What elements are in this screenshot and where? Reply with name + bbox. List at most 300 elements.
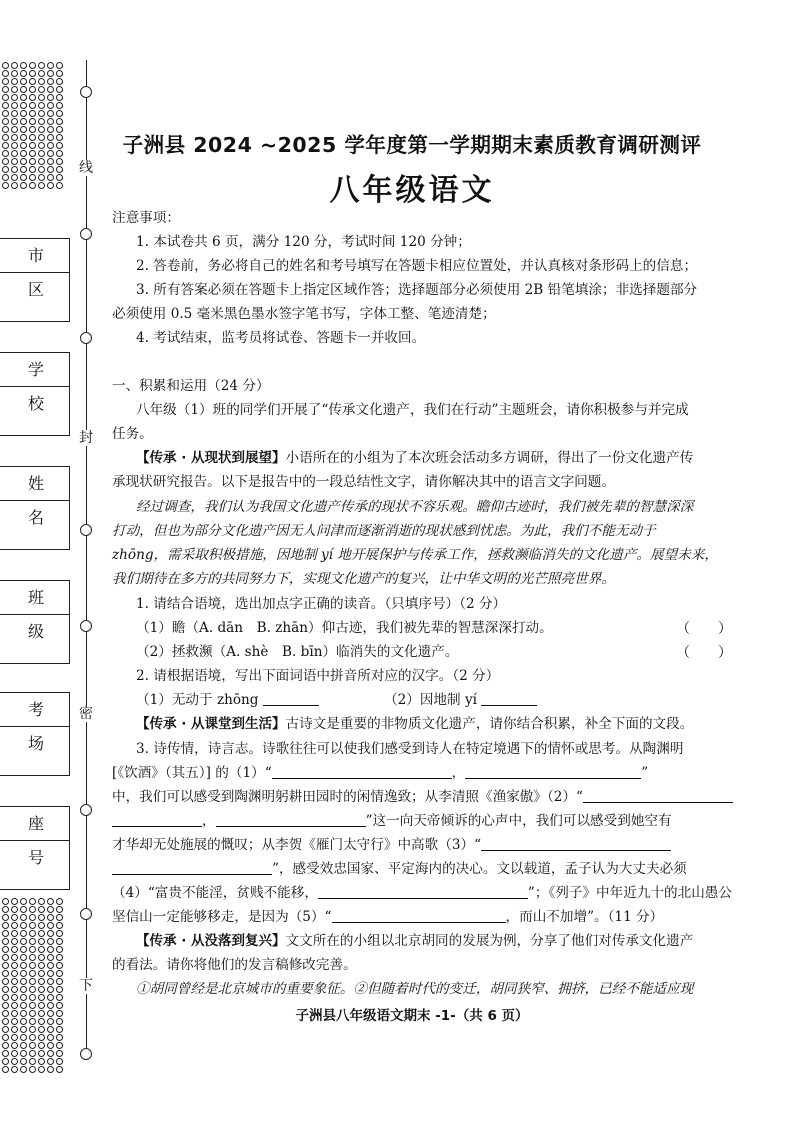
binding-dot-icon xyxy=(56,118,63,125)
binding-dot-icon xyxy=(47,70,54,77)
binding-dot-icon xyxy=(56,1026,63,1033)
binding-dot-icon xyxy=(11,1010,18,1017)
binding-dot-icon xyxy=(29,1010,36,1017)
field-label-class: 班级 xyxy=(0,581,70,615)
binding-dot-icon xyxy=(20,970,27,977)
answer-blank-3-2b[interactable] xyxy=(112,812,202,827)
binding-dot-icon xyxy=(47,142,54,149)
exam-title: 子洲县 2024 ~2025 学年度第一学期期末素质教育调研测评 xyxy=(122,133,702,157)
binding-dot-icon xyxy=(11,898,18,905)
binding-dot-icon xyxy=(29,182,36,189)
binding-dot-icon xyxy=(29,62,36,69)
binding-dot-icon xyxy=(20,1066,27,1073)
binding-dot-icon xyxy=(47,166,54,173)
binding-dot-icon xyxy=(47,970,54,977)
binding-dot-icon xyxy=(20,174,27,181)
notice-heading: 注意事项： xyxy=(112,210,180,226)
answer-blank-3-4[interactable] xyxy=(318,884,528,899)
binding-dot-icon xyxy=(56,78,63,85)
binding-hole-icon xyxy=(80,332,92,344)
binding-dot-icon xyxy=(56,102,63,109)
binding-char-mi: 密 xyxy=(79,706,93,722)
binding-dot-icon xyxy=(47,102,54,109)
binding-dot-icon xyxy=(38,1058,45,1065)
binding-dot-icon xyxy=(47,994,54,1001)
binding-dot-icon xyxy=(2,906,9,913)
binding-dot-icon xyxy=(20,86,27,93)
binding-dot-icon xyxy=(20,62,27,69)
binding-dot-icon xyxy=(38,962,45,969)
binding-dot-icon xyxy=(2,1026,9,1033)
answer-blank-3-5[interactable] xyxy=(332,908,506,923)
binding-dot-icon xyxy=(38,174,45,181)
binding-dot-icon xyxy=(20,1018,27,1025)
binding-hole-icon xyxy=(80,908,92,920)
binding-dot-icon xyxy=(29,994,36,1001)
binding-dot-icon xyxy=(47,158,54,165)
binding-dot-icon xyxy=(11,62,18,69)
binding-hole-icon xyxy=(80,228,92,240)
binding-dot-icon xyxy=(47,1034,54,1041)
passage-line-3: zhōng，需采取积极措施，因地制 yí 地开展保护与传承工作，拯救濒临消失的文化遗产。展望未来， xyxy=(112,547,718,563)
question-2-b xyxy=(384,690,537,710)
binding-dot-icon xyxy=(29,102,36,109)
binding-dot-icon xyxy=(56,938,63,945)
answer-blank-2a[interactable] xyxy=(263,691,319,706)
binding-dot-icon xyxy=(20,930,27,937)
binding-dot-icon xyxy=(20,142,27,149)
binding-dot-icon xyxy=(38,150,45,157)
field-box-school[interactable] xyxy=(0,352,70,436)
field-label-district: 市区 xyxy=(0,239,70,273)
binding-dot-icon xyxy=(20,94,27,101)
binding-dot-icon xyxy=(38,1050,45,1057)
binding-dot-icon xyxy=(56,166,63,173)
field-label-room: 考场 xyxy=(0,693,70,727)
binding-dot-icon xyxy=(38,134,45,141)
binding-dot-icon xyxy=(56,906,63,913)
binding-dot-icon xyxy=(38,182,45,189)
binding-dot-icon xyxy=(20,118,27,125)
binding-dot-icon xyxy=(47,922,54,929)
exam-subject: 八年级语文 xyxy=(329,173,495,208)
binding-dot-icon xyxy=(11,1034,18,1041)
answer-blank-3-3a[interactable] xyxy=(481,836,671,851)
binding-dot-icon xyxy=(47,1050,54,1057)
answer-blank-3-1b[interactable] xyxy=(465,764,641,779)
binding-dot-icon xyxy=(38,930,45,937)
field-box-class[interactable] xyxy=(0,580,70,664)
binding-dot-icon xyxy=(56,62,63,69)
binding-dot-icon xyxy=(2,1010,9,1017)
notice-item-4: 4. 考试结束，监考员将试卷、答题卡一并收回。 xyxy=(136,330,426,346)
binding-dot-icon xyxy=(11,1026,18,1033)
notice-item-1: 1. 本试卷共 6 页，满分 120 分，考试时间 120 分钟； xyxy=(136,234,471,250)
binding-dot-icon xyxy=(11,174,18,181)
binding-dot-icon xyxy=(11,126,18,133)
binding-dot-icon xyxy=(2,182,9,189)
binding-dot-icon xyxy=(20,1050,27,1057)
question-1-b: （2）拯救濒（A. shè B. bīn）临消失的文化遗产。 xyxy=(136,644,459,660)
task1-tag: 【传承 · 从现状到展望】 xyxy=(136,450,286,466)
binding-dot-icon xyxy=(29,938,36,945)
binding-dot-icon xyxy=(20,1034,27,1041)
notice-item-3-cont: 必须使用 0.5 毫米黑色墨水签字笔书写，字体工整、笔迹清楚； xyxy=(112,306,496,322)
q3-text: 坚信山一定能够移走，是因为（5）“ xyxy=(112,909,332,925)
binding-dot-icon xyxy=(56,174,63,181)
binding-dot-icon xyxy=(11,182,18,189)
binding-dots-bottom xyxy=(2,898,66,1073)
binding-dot-icon xyxy=(38,118,45,125)
binding-dot-icon xyxy=(47,94,54,101)
binding-dot-icon xyxy=(56,914,63,921)
binding-dot-icon xyxy=(20,102,27,109)
question-3-line-8 xyxy=(112,907,663,927)
binding-dot-icon xyxy=(2,70,9,77)
binding-dot-icon xyxy=(29,134,36,141)
question-2: 2. 请根据语境，写出下面词语中拼音所对应的汉字。（2 分） xyxy=(136,668,500,684)
binding-dot-icon xyxy=(38,906,45,913)
binding-dot-icon xyxy=(2,1058,9,1065)
passage-line-1: 经过调查，我们认为我国文化遗产传承的现状不容乐观。瞻仰古迹时，我们被先辈的智慧深深 xyxy=(136,499,694,515)
binding-dot-icon xyxy=(11,118,18,125)
binding-dot-icon xyxy=(11,110,18,117)
binding-dot-icon xyxy=(29,1050,36,1057)
binding-dot-icon xyxy=(20,906,27,913)
binding-dot-icon xyxy=(20,994,27,1001)
binding-dot-icon xyxy=(47,1026,54,1033)
binding-dot-icon xyxy=(2,94,9,101)
field-box-room[interactable] xyxy=(0,692,70,776)
binding-dot-icon xyxy=(56,158,63,165)
binding-dot-icon xyxy=(56,962,63,969)
binding-dot-icon xyxy=(11,102,18,109)
binding-dot-icon xyxy=(47,906,54,913)
binding-dot-icon xyxy=(56,1050,63,1057)
binding-hole-icon xyxy=(80,1048,92,1060)
binding-dot-icon xyxy=(2,158,9,165)
binding-dot-icon xyxy=(47,174,54,181)
binding-dot-icon xyxy=(38,70,45,77)
binding-dot-icon xyxy=(29,126,36,133)
binding-dot-icon xyxy=(20,182,27,189)
binding-dot-icon xyxy=(29,94,36,101)
binding-dot-icon xyxy=(2,118,9,125)
binding-dot-icon xyxy=(20,166,27,173)
binding-dot-icon xyxy=(20,914,27,921)
question-1-a: （1）瞻（A. dān B. zhān）仰古迹，我们被先辈的智慧深深打动。 xyxy=(136,620,553,636)
binding-dot-icon xyxy=(2,1002,9,1009)
binding-dot-icon xyxy=(38,102,45,109)
binding-dot-icon xyxy=(11,1018,18,1025)
binding-dot-icon xyxy=(29,70,36,77)
binding-dot-icon xyxy=(29,110,36,117)
task3-line-3: ①胡同曾经是北京城市的重要象征。②但随着时代的变迁，胡同狭窄、拥挤，已经不能适应现 xyxy=(136,981,694,997)
binding-dot-icon xyxy=(29,970,36,977)
binding-dot-icon xyxy=(38,126,45,133)
binding-dot-icon xyxy=(56,978,63,985)
binding-dot-icon xyxy=(2,922,9,929)
binding-dot-icon xyxy=(47,86,54,93)
binding-dot-icon xyxy=(2,898,9,905)
q3-quote: ” xyxy=(641,765,649,781)
binding-dot-icon xyxy=(38,970,45,977)
binding-dot-icon xyxy=(2,110,9,117)
binding-dot-icon xyxy=(56,1002,63,1009)
answer-blank-2b[interactable] xyxy=(481,691,537,706)
task2-text: 古诗文是重要的非物质文化遗产，请你结合积累，补全下面的文段。 xyxy=(285,716,694,732)
binding-dot-icon xyxy=(2,1066,9,1073)
binding-dot-icon xyxy=(29,1018,36,1025)
binding-dot-icon xyxy=(38,914,45,921)
answer-blank-3-2a[interactable] xyxy=(583,788,733,803)
answer-blank-3-2c[interactable] xyxy=(216,812,366,827)
binding-dot-icon xyxy=(47,62,54,69)
binding-dot-icon xyxy=(38,158,45,165)
question-3-line-4 xyxy=(112,811,672,831)
binding-dot-icon xyxy=(38,1002,45,1009)
binding-dot-icon xyxy=(2,986,9,993)
q3-text: ”；《列子》中年近九十的北山愚公 xyxy=(527,885,732,901)
binding-dot-icon xyxy=(11,914,18,921)
binding-dot-icon xyxy=(11,946,18,953)
question-1: 1. 请结合语境，选出加点字正确的读音。（只填序号）（2 分） xyxy=(136,596,507,612)
field-label-name: 姓名 xyxy=(0,467,70,501)
binding-dot-icon xyxy=(20,922,27,929)
binding-dot-icon xyxy=(47,78,54,85)
task1-text: 小语所在的小组为了本次班会活动多方调研，得出了一份文化遗产传 xyxy=(285,450,694,466)
binding-dot-icon xyxy=(56,898,63,905)
binding-dot-icon xyxy=(56,1058,63,1065)
binding-dot-icon xyxy=(20,954,27,961)
binding-dot-icon xyxy=(11,1058,18,1065)
binding-hole-icon xyxy=(80,804,92,816)
binding-dot-icon xyxy=(56,946,63,953)
question-3-line-1: 3. 诗传情，诗言志。诗歌往往可以使我们感受到诗人在特定境遇下的情怀或思考。从陶渊明 xyxy=(136,741,684,757)
task3-line-2: 的看法。请你将他们的发言稿修改完善。 xyxy=(112,957,357,973)
binding-dot-icon xyxy=(2,150,9,157)
binding-dot-icon xyxy=(56,86,63,93)
q3-text: ，而山不加增”。（11 分） xyxy=(505,909,664,925)
binding-dot-icon xyxy=(11,150,18,157)
question-3-line-5 xyxy=(112,835,671,855)
binding-dot-icon xyxy=(56,1010,63,1017)
binding-dot-icon xyxy=(56,970,63,977)
binding-dot-icon xyxy=(29,1058,36,1065)
binding-dot-icon xyxy=(29,150,36,157)
binding-dot-icon xyxy=(38,994,45,1001)
binding-dot-icon xyxy=(38,954,45,961)
binding-dot-icon xyxy=(2,1042,9,1049)
binding-dot-icon xyxy=(56,1018,63,1025)
binding-dot-icon xyxy=(11,994,18,1001)
binding-dot-icon xyxy=(29,1042,36,1049)
binding-dot-icon xyxy=(38,1010,45,1017)
binding-dot-icon xyxy=(2,1018,9,1025)
binding-dot-icon xyxy=(2,126,9,133)
binding-dot-icon xyxy=(56,930,63,937)
binding-dot-icon xyxy=(56,142,63,149)
binding-dot-icon xyxy=(38,142,45,149)
binding-dot-icon xyxy=(29,906,36,913)
field-box-district[interactable] xyxy=(0,238,70,322)
binding-dot-icon xyxy=(20,1026,27,1033)
binding-dot-icon xyxy=(47,1002,54,1009)
binding-dot-icon xyxy=(11,1050,18,1057)
binding-dot-icon xyxy=(20,946,27,953)
binding-dot-icon xyxy=(11,94,18,101)
binding-dot-icon xyxy=(38,86,45,93)
binding-dot-icon xyxy=(2,142,9,149)
question-3-line-2 xyxy=(112,763,648,783)
binding-dot-icon xyxy=(29,118,36,125)
binding-dot-icon xyxy=(47,954,54,961)
binding-dot-icon xyxy=(29,914,36,921)
task3-tag: 【传承 · 从没落到复兴】 xyxy=(136,933,286,949)
binding-dot-icon xyxy=(20,1042,27,1049)
binding-dot-icon xyxy=(11,978,18,985)
binding-dot-icon xyxy=(29,898,36,905)
binding-dot-icon xyxy=(56,986,63,993)
field-box-name[interactable] xyxy=(0,466,70,550)
q3-comma: ， xyxy=(451,765,466,781)
answer-paren-1a[interactable]: （ ） xyxy=(676,621,732,637)
binding-dot-icon xyxy=(2,78,9,85)
binding-dot-icon xyxy=(47,126,54,133)
binding-dot-icon xyxy=(2,978,9,985)
binding-dot-icon xyxy=(2,954,9,961)
binding-dot-icon xyxy=(56,70,63,77)
binding-dot-icon xyxy=(29,78,36,85)
binding-dot-icon xyxy=(29,1066,36,1073)
binding-dot-icon xyxy=(20,1010,27,1017)
binding-dot-icon xyxy=(47,930,54,937)
binding-dot-icon xyxy=(20,126,27,133)
binding-dot-icon xyxy=(38,946,45,953)
binding-dot-icon xyxy=(20,898,27,905)
binding-dot-icon xyxy=(2,102,9,109)
binding-dot-icon xyxy=(11,930,18,937)
binding-dot-icon xyxy=(47,150,54,157)
binding-dot-icon xyxy=(47,118,54,125)
task2-tag: 【传承 · 从课堂到生活】 xyxy=(136,716,286,732)
binding-dot-icon xyxy=(20,1058,27,1065)
answer-blank-3-3b[interactable] xyxy=(112,860,272,875)
binding-dot-icon xyxy=(56,150,63,157)
binding-dot-icon xyxy=(29,946,36,953)
binding-dot-icon xyxy=(38,78,45,85)
binding-dot-icon xyxy=(29,978,36,985)
question-2-a-text: （1）无动于 zhōng xyxy=(136,692,259,708)
intro-line-2: 任务。 xyxy=(112,426,153,442)
binding-dot-icon xyxy=(56,126,63,133)
answer-paren-1b[interactable]: （ ） xyxy=(676,645,732,661)
binding-dot-icon xyxy=(47,938,54,945)
binding-dot-icon xyxy=(20,1002,27,1009)
binding-dot-icon xyxy=(2,134,9,141)
task3-line xyxy=(136,931,693,951)
passage-line-2: 打动，但也为部分文化遗产因无人问津而逐渐消逝的现状感到忧虑。为此，我们不能无动于 xyxy=(112,523,656,539)
binding-dot-icon xyxy=(11,922,18,929)
binding-dot-icon xyxy=(47,946,54,953)
binding-dot-icon xyxy=(29,142,36,149)
question-2-a xyxy=(136,690,319,710)
binding-dot-icon xyxy=(38,1034,45,1041)
binding-dot-icon xyxy=(47,986,54,993)
binding-dot-icon xyxy=(11,986,18,993)
binding-dot-icon xyxy=(38,898,45,905)
binding-dots-top xyxy=(2,62,66,189)
binding-dot-icon xyxy=(38,1042,45,1049)
binding-dot-icon xyxy=(56,182,63,189)
binding-char-xia: 下 xyxy=(79,978,93,994)
binding-dot-icon xyxy=(11,70,18,77)
binding-dot-icon xyxy=(11,906,18,913)
binding-dot-icon xyxy=(11,134,18,141)
task1-line-2: 承现状研究报告。以下是报告中的一段总结性文字，请你解决其中的语言文字问题。 xyxy=(112,474,615,490)
binding-dot-icon xyxy=(29,158,36,165)
page-footer: 子洲县八年级语文期末 -1-（共 6 页） xyxy=(295,1008,529,1024)
binding-dot-icon xyxy=(29,986,36,993)
q3-text: （4）“富贵不能淫，贫贱不能移， xyxy=(112,885,318,901)
binding-dot-icon xyxy=(2,86,9,93)
binding-dot-icon xyxy=(11,970,18,977)
binding-dot-icon xyxy=(11,142,18,149)
binding-dot-icon xyxy=(29,954,36,961)
question-3-line-6 xyxy=(112,859,687,879)
binding-dot-icon xyxy=(2,930,9,937)
answer-blank-3-1a[interactable] xyxy=(272,764,452,779)
binding-dot-icon xyxy=(11,158,18,165)
binding-dot-icon xyxy=(47,182,54,189)
binding-dot-icon xyxy=(2,962,9,969)
binding-dot-icon xyxy=(56,994,63,1001)
binding-dot-icon xyxy=(38,1018,45,1025)
binding-dot-icon xyxy=(47,1066,54,1073)
binding-dot-icon xyxy=(11,1002,18,1009)
binding-dot-icon xyxy=(2,938,9,945)
binding-hole-icon xyxy=(80,524,92,536)
task3-text: 文文所在的小组以北京胡同的发展为例，分享了他们对传承文化遗产 xyxy=(285,933,694,949)
binding-dot-icon xyxy=(29,1026,36,1033)
field-box-seat[interactable] xyxy=(0,806,70,890)
question-3-line-3 xyxy=(112,787,733,807)
q3-text: ”，感受效忠国家、平定海内的决心。文以载道，孟子认为大丈夫必须 xyxy=(272,861,687,877)
binding-dot-icon xyxy=(56,922,63,929)
binding-dot-icon xyxy=(38,938,45,945)
binding-dot-icon xyxy=(20,134,27,141)
binding-dot-icon xyxy=(2,1050,9,1057)
binding-dot-icon xyxy=(38,922,45,929)
binding-dot-icon xyxy=(2,994,9,1001)
binding-dot-icon xyxy=(11,1042,18,1049)
task2-line xyxy=(136,714,693,734)
binding-char-xian: 线 xyxy=(79,160,93,176)
q3-text: [《饮酒》（其五）] 的（1）“ xyxy=(112,765,272,781)
binding-dot-icon xyxy=(20,978,27,985)
binding-dot-icon xyxy=(2,970,9,977)
binding-dot-icon xyxy=(20,158,27,165)
question-2-b-text: （2）因地制 yí xyxy=(384,692,477,708)
field-label-seat: 座号 xyxy=(0,807,70,841)
binding-dot-icon xyxy=(20,986,27,993)
binding-dot-icon xyxy=(47,914,54,921)
binding-dot-icon xyxy=(47,962,54,969)
binding-dot-icon xyxy=(47,898,54,905)
binding-dot-icon xyxy=(11,166,18,173)
binding-dot-icon xyxy=(38,110,45,117)
binding-dot-icon xyxy=(29,962,36,969)
